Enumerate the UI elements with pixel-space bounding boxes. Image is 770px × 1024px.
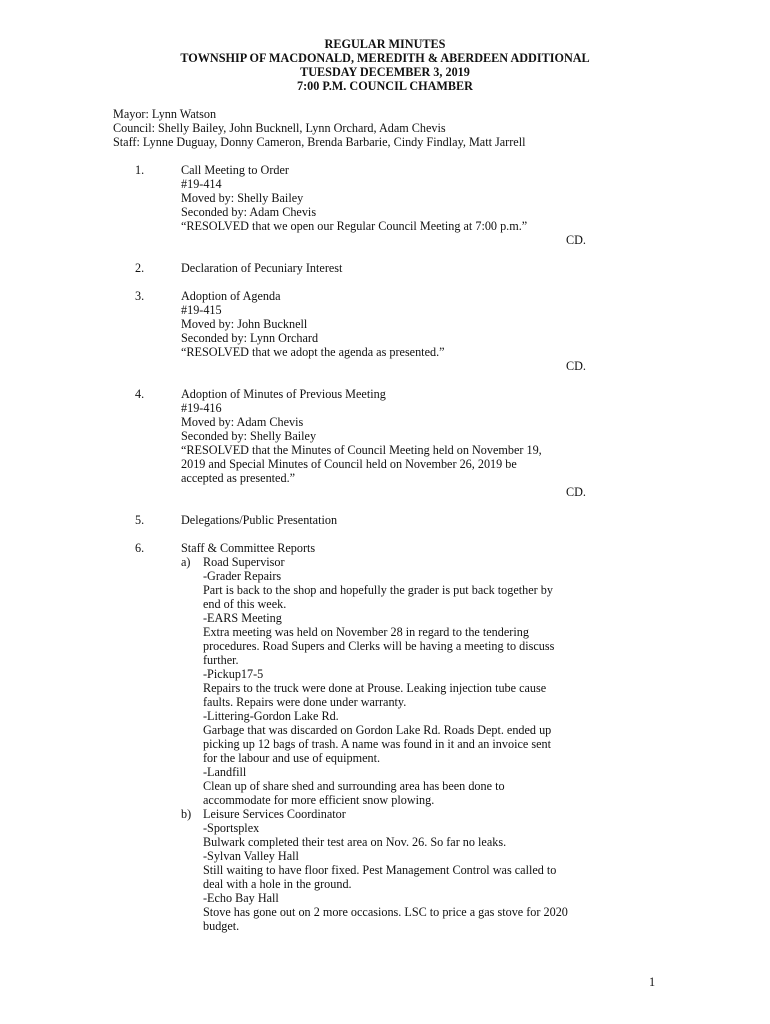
page-number: 1 bbox=[649, 975, 656, 989]
item-title: Call Meeting to Order bbox=[181, 163, 289, 177]
report-text: budget. bbox=[203, 919, 240, 933]
carried-mark: CD. bbox=[566, 359, 586, 373]
report-text: Part is back to the shop and hopefully the grader is put back together by bbox=[203, 583, 553, 597]
item-body bbox=[181, 541, 651, 555]
report-subheading: -Littering-Gordon Lake Rd. bbox=[203, 709, 339, 723]
report-letter: b) bbox=[181, 807, 192, 821]
report-subheading: -Sportsplex bbox=[203, 821, 260, 835]
resolution-number: #19-414 bbox=[181, 177, 222, 191]
item-number: 2. bbox=[135, 261, 145, 275]
report-text: accommodate for more efficient snow plowing. bbox=[203, 793, 435, 807]
resolution-number: #19-415 bbox=[181, 303, 222, 317]
council-line: Council: Shelly Bailey, John Bucknell, Lynn Orchard, Adam Chevis bbox=[113, 121, 446, 135]
report-title: Leisure Services Coordinator bbox=[203, 807, 346, 821]
item-title: Adoption of Agenda bbox=[181, 289, 281, 303]
carried-mark: CD. bbox=[566, 233, 586, 247]
item-number: 5. bbox=[135, 513, 145, 527]
report-text: Bulwark completed their test area on Nov. 26. So far no leaks. bbox=[203, 835, 507, 849]
report-text: deal with a hole in the ground. bbox=[203, 877, 352, 891]
report-text: end of this week. bbox=[203, 597, 287, 611]
report-text: Extra meeting was held on November 28 in regard to the tendering bbox=[203, 625, 529, 639]
item-title: Delegations/Public Presentation bbox=[181, 513, 338, 527]
item-number: 4. bbox=[135, 387, 145, 401]
carried-mark: CD. bbox=[566, 485, 586, 499]
moved-by: Moved by: Shelly Bailey bbox=[181, 191, 304, 205]
seconded-by: Seconded by: Shelly Bailey bbox=[181, 429, 317, 443]
item-title: Adoption of Minutes of Previous Meeting bbox=[181, 387, 386, 401]
item-number: 6. bbox=[135, 541, 145, 555]
item-number: 3. bbox=[135, 289, 145, 303]
report-text: Garbage that was discarded on Gordon Lake Rd. Roads Dept. ended up bbox=[203, 723, 552, 737]
report-subheading: -Pickup17-5 bbox=[203, 667, 264, 681]
seconded-by: Seconded by: Adam Chevis bbox=[181, 205, 317, 219]
report-text: Still waiting to have floor fixed. Pest Management Control was called to bbox=[203, 863, 557, 877]
item-number: 1. bbox=[135, 163, 145, 177]
report-subheading: -Sylvan Valley Hall bbox=[203, 849, 299, 863]
resolution-text: 2019 and Special Minutes of Council held on November 26, 2019 be bbox=[181, 457, 517, 471]
item-body bbox=[181, 513, 651, 527]
header-date: TUESDAY DECEMBER 3, 2019 bbox=[300, 65, 470, 79]
resolution-text: “RESOLVED that the Minutes of Council Meeting held on November 19, bbox=[181, 443, 542, 457]
moved-by: Moved by: John Bucknell bbox=[181, 317, 308, 331]
report-subheading: -EARS Meeting bbox=[203, 611, 282, 625]
report-text: faults. Repairs were done under warranty. bbox=[203, 695, 407, 709]
report-text: picking up 12 bags of trash. A name was found in it and an invoice sent bbox=[203, 737, 551, 751]
header-township: TOWNSHIP OF MACDONALD, MEREDITH & ABERDEEN ADDITIONAL bbox=[180, 51, 590, 65]
report-text: Stove has gone out on 2 more occasions. LSC to price a gas stove for 2020 bbox=[203, 905, 568, 919]
resolution-text: accepted as presented.” bbox=[181, 471, 296, 485]
staff-line: Staff: Lynne Duguay, Donny Cameron, Brenda Barbarie, Cindy Findlay, Matt Jarrell bbox=[113, 135, 526, 149]
report-letter: a) bbox=[181, 555, 191, 569]
report-text: for the labour and use of equipment. bbox=[203, 751, 381, 765]
report-title: Road Supervisor bbox=[203, 555, 285, 569]
resolution-text: “RESOLVED that we adopt the agenda as presented.” bbox=[181, 345, 445, 359]
report-text: Clean up of share shed and surrounding area has been done to bbox=[203, 779, 505, 793]
report-subheading: -Echo Bay Hall bbox=[203, 891, 279, 905]
header-time-location: 7:00 P.M. COUNCIL CHAMBER bbox=[297, 79, 473, 93]
header-title: REGULAR MINUTES bbox=[324, 37, 446, 51]
item-title: Declaration of Pecuniary Interest bbox=[181, 261, 343, 275]
item-body bbox=[181, 163, 651, 233]
attendance-block bbox=[113, 107, 525, 149]
report-subheading: -Landfill bbox=[203, 765, 247, 779]
report-body bbox=[203, 807, 663, 933]
report-subheading: -Grader Repairs bbox=[203, 569, 282, 583]
report-text: Repairs to the truck were done at Prouse. Leaking injection tube cause bbox=[203, 681, 547, 695]
resolution-number: #19-416 bbox=[181, 401, 222, 415]
item-body bbox=[181, 387, 651, 485]
item-body bbox=[181, 289, 651, 359]
report-body bbox=[203, 555, 663, 807]
item-body bbox=[181, 261, 651, 275]
report-text: further. bbox=[203, 653, 239, 667]
document-header bbox=[0, 37, 770, 93]
report-text: procedures. Road Supers and Clerks will be having a meeting to discuss bbox=[203, 639, 555, 653]
mayor-line: Mayor: Lynn Watson bbox=[113, 107, 217, 121]
seconded-by: Seconded by: Lynn Orchard bbox=[181, 331, 319, 345]
moved-by: Moved by: Adam Chevis bbox=[181, 415, 304, 429]
item-title: Staff & Committee Reports bbox=[181, 541, 316, 555]
resolution-text: “RESOLVED that we open our Regular Council Meeting at 7:00 p.m.” bbox=[181, 219, 528, 233]
